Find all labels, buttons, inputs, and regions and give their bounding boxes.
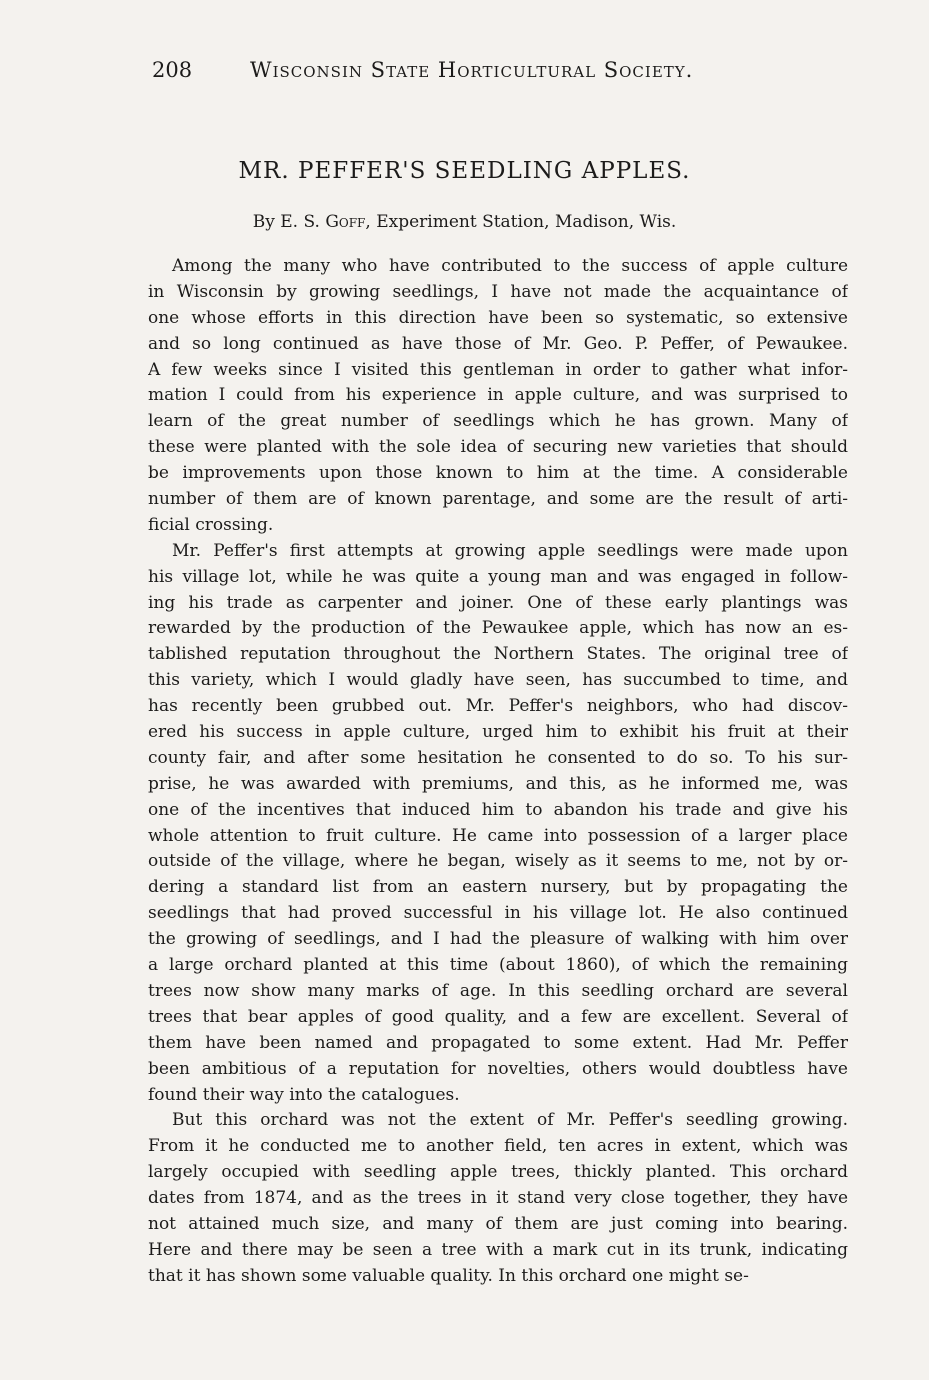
paragraph bbox=[148, 254, 848, 539]
text-line: one whose efforts in this direction have been so systematic, so extensive bbox=[148, 307, 848, 328]
text-line: whole attention to fruit culture. He came into possession of a larger place bbox=[148, 825, 848, 846]
text-line: one of the incentives that induced him to abandon his trade and give his bbox=[148, 799, 848, 820]
text-line: ficial crossing. bbox=[148, 514, 274, 535]
text-line: dates from 1874, and as the trees in it stand very close together, they have bbox=[148, 1188, 848, 1209]
text-line: outside of the village, where he began, wisely as it seems to me, not by or- bbox=[148, 851, 848, 872]
text-line: learn of the great number of seedlings which he has grown. Many of bbox=[148, 411, 848, 432]
text-line: the growing of seedlings, and I had the pleasure of walking with him over bbox=[148, 929, 848, 950]
text-line: Here and there may be seen a tree with a mark cut in its trunk, indicating bbox=[148, 1239, 848, 1260]
byline-affiliation: , Experiment Station, Madison, Wis. bbox=[365, 212, 677, 232]
text-line: a large orchard planted at this time (about 1860), of which the remaining bbox=[148, 955, 848, 976]
text-line: ing his trade as carpenter and joiner. One of these early plantings was bbox=[148, 592, 848, 613]
text-line: trees now show many marks of age. In this seedling orchard are several bbox=[148, 980, 848, 1001]
text-line: Mr. Peffer's first attempts at growing apple seedlings were made upon bbox=[172, 540, 848, 561]
article-body bbox=[148, 254, 848, 1290]
paragraph bbox=[148, 539, 848, 1109]
text-line: and so long continued as have those of Mr. Geo. P. Peffer, of Pewaukee. bbox=[148, 333, 848, 354]
running-head: Wisconsin State Horticultural Society. bbox=[250, 58, 694, 82]
article-title: MR. PEFFER'S SEEDLING APPLES. bbox=[238, 158, 691, 184]
text-line: Among the many who have contributed to the success of apple culture bbox=[172, 256, 848, 276]
text-line: has recently been grubbed out. Mr. Peffer's neighbors, who had discov- bbox=[148, 696, 848, 717]
text-line: these were planted with the sole idea of securing new varieties that should bbox=[148, 437, 848, 458]
text-line: them have been named and propagated to some extent. Had Mr. Peffer bbox=[148, 1032, 848, 1053]
text-line: tablished reputation throughout the Northern States. The original tree of bbox=[148, 644, 848, 665]
text-line: rewarded by the production of the Pewaukee apple, which has now an es- bbox=[148, 618, 848, 639]
text-line: been ambitious of a reputation for novelties, others would doubtless have bbox=[148, 1058, 848, 1079]
byline-prefix: By bbox=[252, 212, 281, 232]
article-byline bbox=[0, 212, 929, 232]
text-line: largely occupied with seedling apple trees, thickly planted. This orchard bbox=[148, 1162, 848, 1183]
paragraph bbox=[148, 1108, 848, 1289]
page-header bbox=[152, 58, 782, 92]
text-line: in Wisconsin by growing seedlings, I have not made the acquaintance of bbox=[148, 281, 848, 302]
text-line: this variety, which I would gladly have seen, has succumbed to time, and bbox=[148, 670, 848, 691]
text-line: prise, he was awarded with premiums, and this, as he informed me, was bbox=[148, 773, 848, 794]
text-line: trees that bear apples of good quality, and a few are excellent. Several of bbox=[148, 1006, 848, 1027]
text-line: be improvements upon those known to him at the time. A considerable bbox=[148, 463, 848, 484]
text-line: his village lot, while he was quite a young man and was engaged in follow- bbox=[148, 566, 848, 587]
text-line: that it has shown some valuable quality. In this orchard one might se- bbox=[148, 1265, 749, 1286]
page-number: 208 bbox=[152, 58, 193, 82]
text-line: dering a standard list from an eastern nursery, but by propagating the bbox=[148, 877, 848, 898]
text-line: mation I could from his experience in apple culture, and was surprised to bbox=[148, 385, 848, 406]
byline-author: E. S. Goff bbox=[280, 212, 366, 232]
text-line: From it he conducted me to another field, ten acres in extent, which was bbox=[148, 1136, 848, 1157]
text-line: county fair, and after some hesitation he consented to do so. To his sur- bbox=[148, 747, 848, 768]
text-line: not attained much size, and many of them are just coming into bearing. bbox=[148, 1213, 848, 1234]
text-line: seedlings that had proved successful in his village lot. He also continued bbox=[148, 903, 848, 924]
text-line: ered his success in apple culture, urged him to exhibit his fruit at their bbox=[148, 722, 848, 743]
text-line: But this orchard was not the extent of Mr. Peffer's seedling growing. bbox=[172, 1110, 848, 1131]
text-line: found their way into the catalogues. bbox=[148, 1084, 460, 1105]
text-line: A few weeks since I visited this gentleman in order to gather what infor- bbox=[148, 359, 848, 380]
text-line: number of them are of known parentage, and some are the result of arti- bbox=[148, 489, 848, 510]
